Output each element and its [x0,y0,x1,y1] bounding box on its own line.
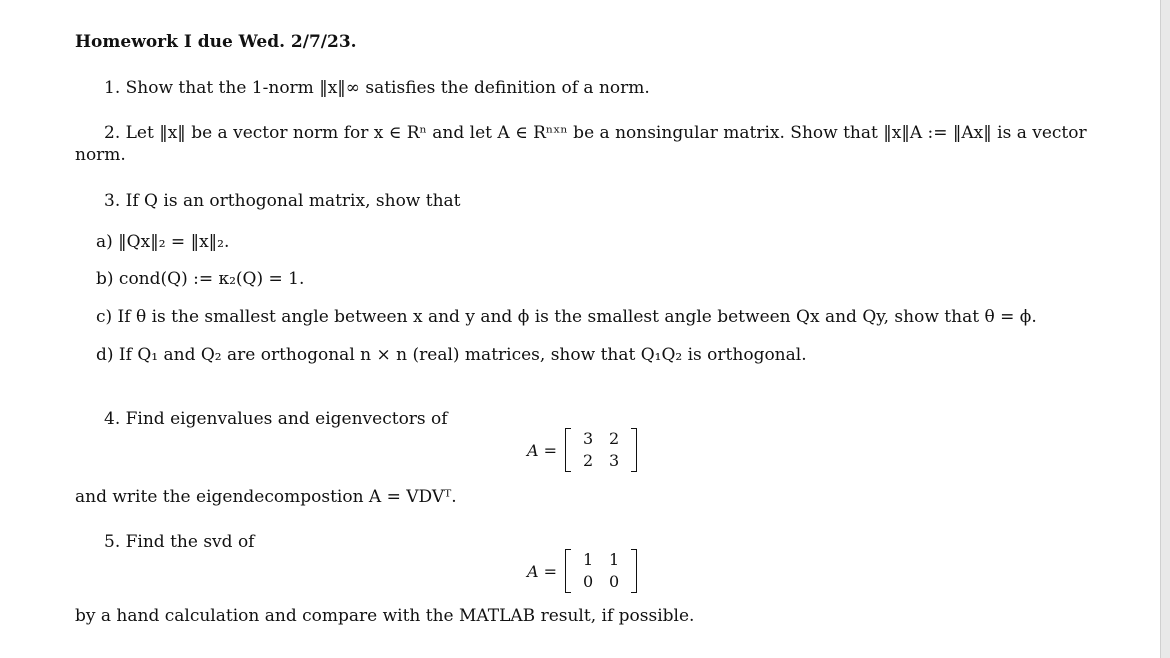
problem-3d: d) If Q₁ and Q₂ are orthogonal n × n (real) matrices, show that Q₁Q₂ is orthogonal. [96,345,807,365]
problem-4: 4. Find eigenvalues and eigenvectors of [104,409,448,429]
problem-3c: c) If θ is the smallest angle between x and y and ϕ is the smallest angle between Qx and Qy, show that θ = ϕ. [96,307,1037,327]
problem-5-after: by a hand calculation and compare with the MATLAB result, if possible. [75,606,695,626]
matrix-a-eigen-cell: 3 [582,429,594,448]
matrix-a-svd-cell: 1 [582,550,594,569]
matrix-a-svd-cell: 0 [582,572,594,591]
matrix-a-eigen-bracket [565,428,637,472]
matrix-a-svd [527,549,637,593]
matrix-a-eigen-cell: 2 [582,451,594,470]
problem-3b: b) cond(Q) := κ₂(Q) = 1. [96,269,305,289]
matrix-a-eigen [527,428,637,472]
problem-3: 3. If Q is an orthogonal matrix, show that [104,191,461,211]
matrix-a-svd-cell: 1 [608,550,620,569]
matrix-a-eigen-lhs: A = [527,440,558,460]
problem-3a: a) ‖Qx‖₂ = ‖x‖₂. [96,232,230,252]
problem-2-line-1: 2. Let ‖x‖ be a vector norm for x ∈ Rⁿ and let A ∈ Rⁿˣⁿ be a nonsingular matrix. Show that ‖x‖A := ‖Ax‖ is a vector [104,123,1087,143]
matrix-a-eigen-cell: 3 [608,451,620,470]
matrix-a-eigen-cell: 2 [608,429,620,448]
homework-title: Homework I due Wed. 2/7/23. [75,32,357,52]
problem-5: 5. Find the svd of [104,532,255,552]
problem-4-after: and write the eigendecompostion A = VDVᵀ. [75,487,457,507]
matrix-a-svd-cell: 0 [608,572,620,591]
matrix-a-svd-bracket [565,549,637,593]
problem-2-line-2: norm. [75,145,126,165]
matrix-a-svd-lhs: A = [527,561,558,581]
problem-1: 1. Show that the 1-norm ‖x‖∞ satisfies the definition of a norm. [104,78,650,98]
